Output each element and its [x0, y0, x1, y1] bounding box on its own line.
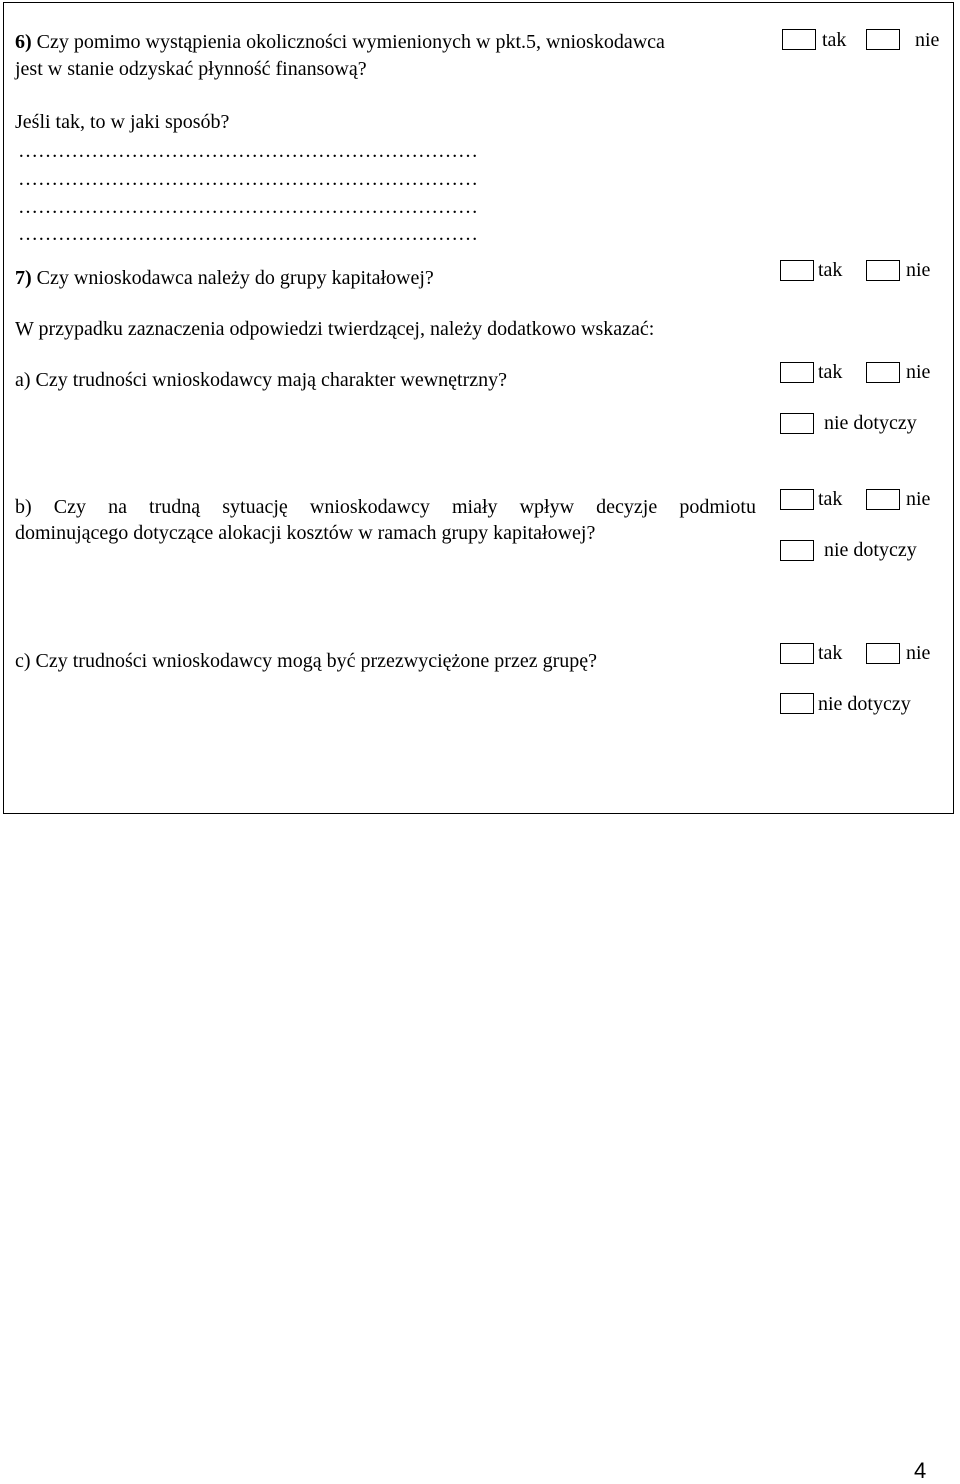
qc-nie-checkbox[interactable] — [866, 643, 900, 664]
qa-question: a) Czy trudności wnioskodawcy mają charakter wewnętrzny? — [15, 369, 508, 391]
qc-nie-dotyczy-checkbox[interactable] — [780, 693, 814, 714]
q7-question: Czy wnioskodawca należy do grupy kapitałowej? — [36, 267, 434, 289]
q7-nie-checkbox[interactable] — [866, 260, 900, 281]
qc-nie-dotyczy-label: nie dotyczy — [818, 693, 911, 715]
q6-question-line1: Czy pomimo wystąpienia okoliczności wymienionych w pkt.5, wnioskodawca — [36, 31, 665, 53]
q6-answer-line-3[interactable]: …………………………………………………………… — [18, 196, 478, 218]
qa-tak-label: tak — [818, 361, 843, 383]
q6-number: 6) — [15, 31, 32, 53]
q7-nie-label: nie — [906, 259, 931, 281]
q7-tak-label: tak — [818, 259, 843, 281]
qa-tak-checkbox[interactable] — [780, 362, 814, 383]
q6-question-line2: jest w stanie odzyskać płynność finansową? — [15, 58, 367, 80]
q6-answer-line-1[interactable]: …………………………………………………………… — [18, 140, 478, 162]
qb-nie-label: nie — [906, 488, 931, 510]
q6-answer-line-4[interactable]: …………………………………………………………… — [18, 223, 478, 245]
page-number: 4 — [914, 1458, 927, 1483]
qc-nie-label: nie — [906, 642, 931, 664]
q6-nie-label: nie — [915, 29, 940, 51]
q7-text — [15, 265, 434, 291]
qc-tak-label: tak — [818, 642, 843, 664]
q6-nie-checkbox[interactable] — [866, 29, 900, 50]
qc-question: c) Czy trudności wnioskodawcy mogą być przezwyciężone przez grupę? — [15, 650, 597, 672]
q6-tak-checkbox[interactable] — [782, 29, 816, 50]
qb-tak-checkbox[interactable] — [780, 489, 814, 510]
qa-nie-label: nie — [906, 361, 931, 383]
qb-nie-checkbox[interactable] — [866, 489, 900, 510]
qa-nie-dotyczy-checkbox[interactable] — [780, 413, 814, 434]
q6-text-line1 — [15, 29, 665, 55]
qb-question-line2: dominującego dotyczące alokacji kosztów w ramach grupy kapitałowej? — [15, 522, 596, 544]
qa-nie-checkbox[interactable] — [866, 362, 900, 383]
q6-follow-up: Jeśli tak, to w jaki sposób? — [15, 111, 230, 133]
qa-nie-dotyczy-label: nie dotyczy — [824, 412, 917, 434]
qb-nie-dotyczy-label: nie dotyczy — [824, 539, 917, 561]
qc-tak-checkbox[interactable] — [780, 643, 814, 664]
q6-tak-label: tak — [822, 29, 847, 51]
qb-tak-label: tak — [818, 488, 843, 510]
q7-tak-checkbox[interactable] — [780, 260, 814, 281]
qb-question-line1: b) Czy na trudną sytuację wnioskodawcy miały wpływ decyzje podmiotu — [15, 496, 756, 518]
qb-nie-dotyczy-checkbox[interactable] — [780, 540, 814, 561]
q7-number: 7) — [15, 267, 32, 289]
q6-answer-line-2[interactable]: …………………………………………………………… — [18, 168, 478, 190]
q7-instruction: W przypadku zaznaczenia odpowiedzi twierdzącej, należy dodatkowo wskazać: — [15, 318, 655, 340]
